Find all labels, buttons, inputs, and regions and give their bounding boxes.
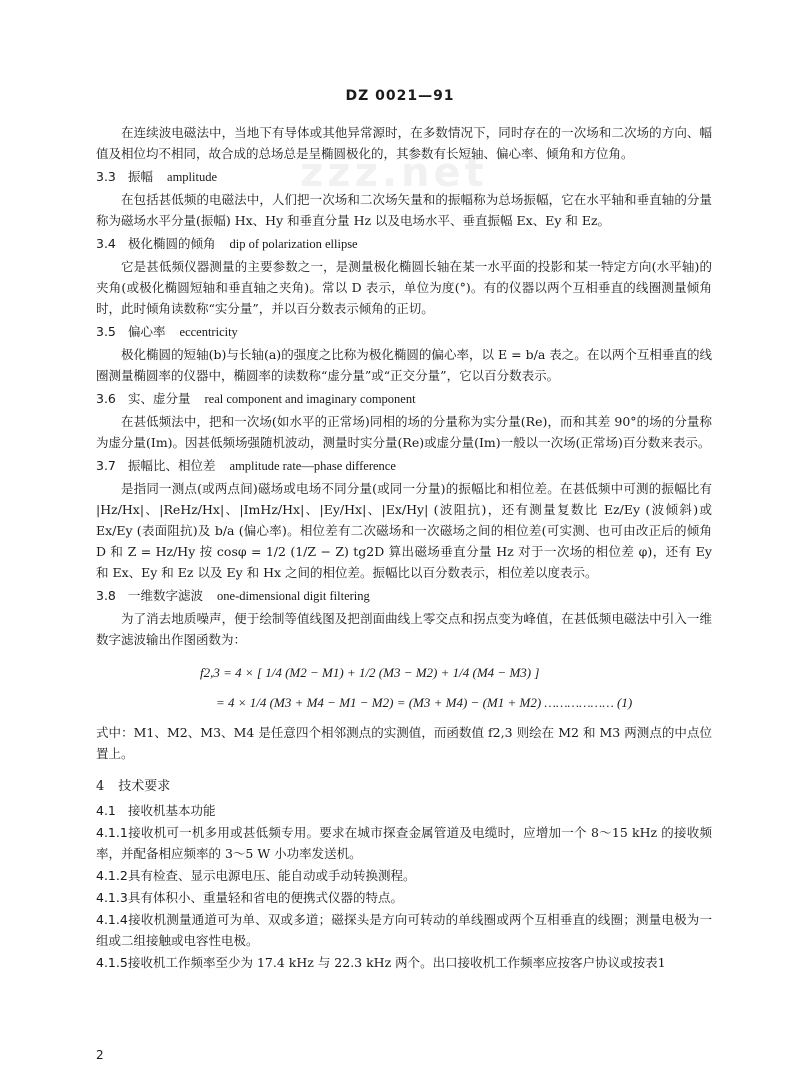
section-number: 4.1.5 xyxy=(96,955,128,970)
section-heading xyxy=(96,800,712,821)
formula-line: = 4 × 1/4 (M3 + M4 − M1 − M2) = (M3 + M4) − (M1 + M2) ……………… (1) xyxy=(216,695,633,710)
section-title-english: dip of polarization ellipse xyxy=(229,237,358,251)
section-title: 接收机工作频率至少为 17.4 kHz 与 22.3 kHz 两个。出口接收机工作频率应按客户协议或按表1 xyxy=(128,955,666,970)
section-number: 4.1 xyxy=(96,803,116,818)
section-title-english: amplitude rate—phase difference xyxy=(229,459,396,473)
section-title-english: amplitude xyxy=(167,170,218,184)
chapter-title: 技术要求 xyxy=(118,779,171,794)
paragraph: 在甚低频法中，把和一次场(如水平的正常场)同相的场的分量称为实分量(Re)，而和其差 90°的场的分量称为虚分量(Im)。因甚低频场强随机波动，测量时实分量(Re)或虚分量(Im)一般以一次场(正常场)百分数来表示。 xyxy=(96,414,712,450)
section-heading xyxy=(96,822,712,864)
section-number: 3.5 xyxy=(96,324,116,339)
section-number: 3.8 xyxy=(96,588,116,603)
page-number: 2 xyxy=(96,1048,104,1062)
section-number: 4.1.3 xyxy=(96,890,128,905)
section-title: 偏心率 xyxy=(128,324,166,339)
section-number: 3.6 xyxy=(96,391,116,406)
section-heading xyxy=(96,321,712,343)
section-title: 一维数字滤波 xyxy=(128,588,204,603)
chapter-heading xyxy=(96,776,712,798)
section-title-english: one-dimensional digit filtering xyxy=(217,589,370,603)
section-number: 4.1.4 xyxy=(96,912,128,927)
section-number: 4.1.2 xyxy=(96,868,128,883)
section-heading xyxy=(96,909,712,951)
paragraph: 极化椭圆的短轴(b)与长轴(a)的强度之比称为极化椭圆的偏心率，以 E = b/a 表之。在以两个互相垂直的线圈测量椭圆率的仪器中，椭圆率的读数称“虚分量”或“正交分量”，它以百分数表示。 xyxy=(96,347,712,383)
section-title: 振幅比、相位差 xyxy=(128,458,216,473)
section-title: 接收机基本功能 xyxy=(128,803,216,818)
paragraph: 在连续波电磁法中，当地下有导体或其他异常源时，在多数情况下，同时存在的一次场和二次场的方向、幅值及相位均不相同，故合成的总场总是呈椭圆极化的，其参数有长短轴、偏心率、倾角和方位角。 xyxy=(96,125,712,161)
section-heading xyxy=(96,952,712,973)
section-heading xyxy=(96,585,712,607)
section-number: 3.4 xyxy=(96,236,116,251)
paragraph: 是指同一测点(或两点间)磁场或电场不同分量(或同一分量)的振幅比和相位差。在甚低频中可测的振幅比有 |Hz/Hx|、|ReHz/Hx|、|ImHz/Hx|、|Ey/Hx|、|Ex/Hy| (波阻抗)，还有测量复数比 Ez/Ey (波倾斜)或 Ex/Ey (表面阻抗)及 b/a (偏心率)。相位差有二次磁场和一次磁场之间的相位差(可实测、也可由改正后的倾角 D 和 Z = Hz/Hy 按 cosφ = 1/2 (1/Z − Z) tg2D 算出磁场垂直分量 Hz 对于一次场的相位差 φ)，还有 Ey 和 Ex、Ey 和 Ez 以及 Ey 和 Hx 之间的相位差。振幅比以百分数表示，相位差以度表示。 xyxy=(96,481,712,580)
section-title-english: eccentricity xyxy=(179,325,238,339)
section-title: 具有检查、显示电源电压、能自动或手动转换测程。 xyxy=(128,868,416,883)
document-body xyxy=(96,122,712,974)
section-title: 极化椭圆的倾角 xyxy=(128,236,216,251)
formula xyxy=(96,658,712,718)
standard-header: DZ 0021—91 xyxy=(345,88,455,104)
section-title: 振幅 xyxy=(128,169,154,184)
section-title: 接收机测量通道可为单、双或多道；磁探头是方向可转动的单线圈或两个互相垂直的线圈；测量电极为一组或二组接触或电容性电极。 xyxy=(96,912,712,948)
section-heading xyxy=(96,166,712,188)
section-number: 3.7 xyxy=(96,458,116,473)
section-number: 3.3 xyxy=(96,169,116,184)
paragraph: 式中：M1、M2、M3、M4 是任意四个相邻测点的实测值，而函数值 f2,3 则绘在 M2 和 M3 两测点的中点位置上。 xyxy=(96,725,712,761)
paragraph: 在包括甚低频的电磁法中，人们把一次场和二次场矢量和的振幅称为总场振幅，它在水平轴和垂直轴的分量称为磁场水平分量(振幅) Hx、Hy 和垂直分量 Hz 以及电场水平、垂直振幅 Ex、Ey 和 Ez。 xyxy=(96,192,712,228)
paragraph: 为了消去地质噪声，便于绘制等值线图及把剖面曲线上零交点和拐点变为峰值，在甚低频电磁法中引入一维数字滤波输出作图函数为： xyxy=(96,611,712,647)
chapter-number: 4 xyxy=(96,779,105,794)
section-title: 具有体积小、重量轻和省电的便携式仪器的特点。 xyxy=(128,890,404,905)
section-heading xyxy=(96,388,712,410)
section-number: 4.1.1 xyxy=(96,825,128,840)
formula-line: f2,3 = 4 × [ 1/4 (M2 − M1) + 1/2 (M3 − M2) + 1/4 (M4 − M3) ] xyxy=(200,665,540,680)
section-heading xyxy=(96,233,712,255)
section-heading xyxy=(96,887,712,908)
paragraph: 它是甚低频仪器测量的主要参数之一，是测量极化椭圆长轴在某一水平面的投影和某一特定方向(水平轴)的夹角(或极化椭圆短轴和垂直轴之夹角)。常以 D 表示，单位为度(°)。有的仪器以两个互相垂直的线圈测量倾角时，此时倾角读数称“实分量”，并以百分数表示倾角的正切。 xyxy=(96,259,712,316)
section-heading xyxy=(96,865,712,886)
section-title-english: real component and imaginary component xyxy=(204,392,416,406)
watermark: zzz.net xyxy=(300,150,488,196)
section-title: 实、虚分量 xyxy=(128,391,191,406)
section-title: 接收机可一机多用或甚低频专用。要求在城市探查金属管道及电缆时，应增加一个 8～15 kHz 的接收频率，并配备相应频率的 3～5 W 小功率发送机。 xyxy=(96,825,712,861)
section-heading xyxy=(96,455,712,477)
